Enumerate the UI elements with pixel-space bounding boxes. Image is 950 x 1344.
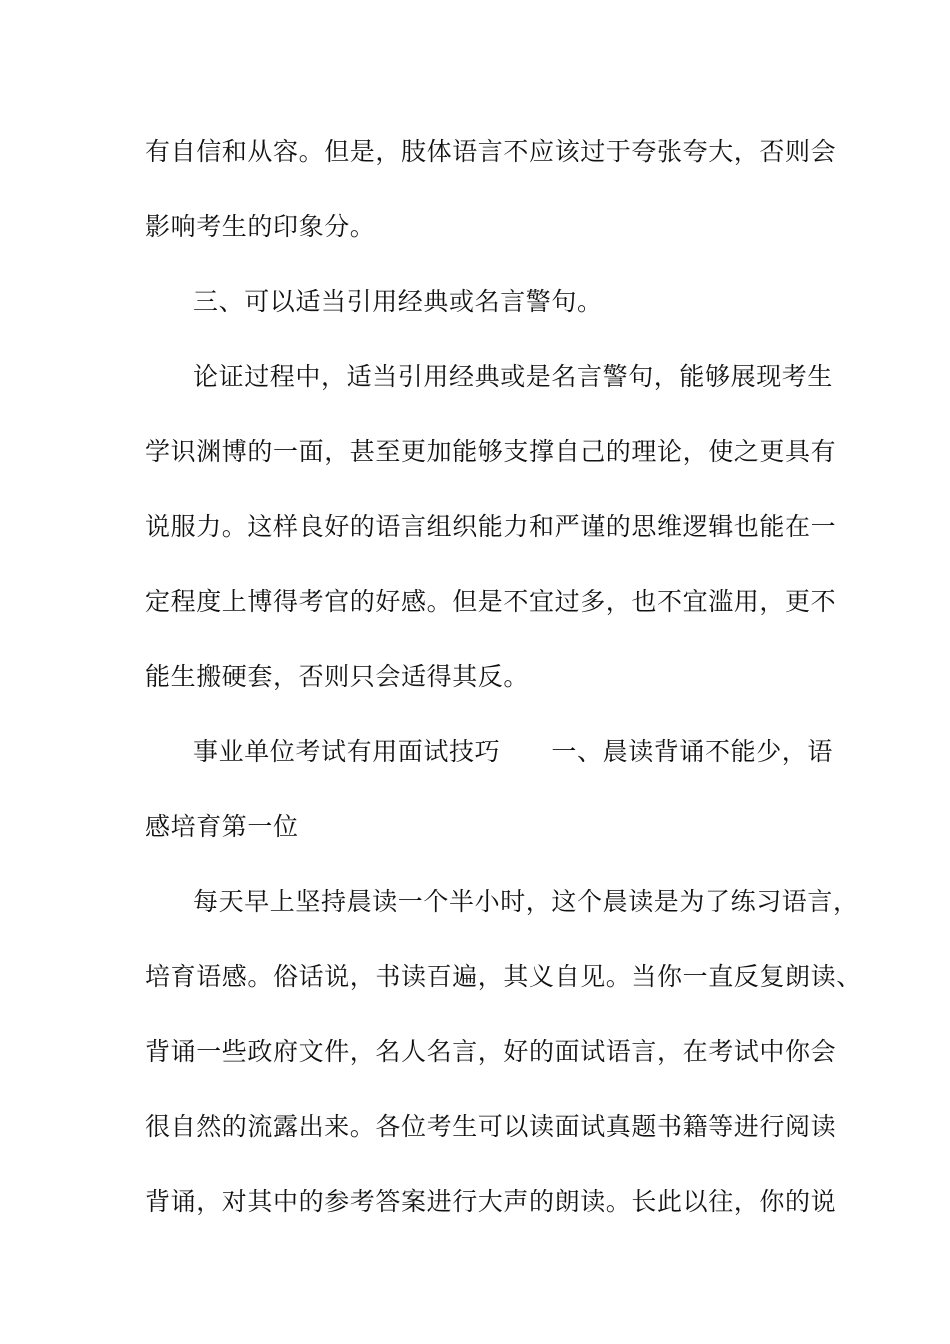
text-line: 能生搬硬套，否则只会适得其反。 xyxy=(145,662,530,691)
text-line: 影响考生的印象分。 xyxy=(145,212,376,241)
text-line: 定程度上博得考官的好感。但是不宜过多，也不宜滥用，更不 xyxy=(145,587,837,616)
text-line: 论证过程中，适当引用经典或是名言警句，能够展现考生 xyxy=(193,362,834,391)
text-line: 很自然的流露出来。各位考生可以读面试真题书籍等进行阅读 xyxy=(145,1112,837,1141)
text-line: 每天早上坚持晨读一个半小时，这个晨读是为了练习语言， xyxy=(193,887,859,916)
text-line: 学识渊博的一面，甚至更加能够支撑自己的理论，使之更具有 xyxy=(145,437,837,466)
text-line: 有自信和从容。但是，肢体语言不应该过于夸张夸大，否则会 xyxy=(145,137,837,166)
text-line: 说服力。这样良好的语言组织能力和严谨的思维逻辑也能在一 xyxy=(145,512,837,541)
text-line: 培育语感。俗话说，书读百遍，其义自见。当你一直反复朗读、 xyxy=(145,962,862,991)
text-line: 背诵，对其中的参考答案进行大声的朗读。长此以往，你的说 xyxy=(145,1187,837,1216)
section-heading: 事业单位考试有用面试技巧 一、晨读背诵不能少，语 xyxy=(193,737,834,766)
section-heading: 三、可以适当引用经典或名言警句。 xyxy=(193,287,603,316)
section-heading-continued: 感培育第一位 xyxy=(145,812,299,841)
text-line: 背诵一些政府文件，名人名言，好的面试语言，在考试中你会 xyxy=(145,1037,837,1066)
